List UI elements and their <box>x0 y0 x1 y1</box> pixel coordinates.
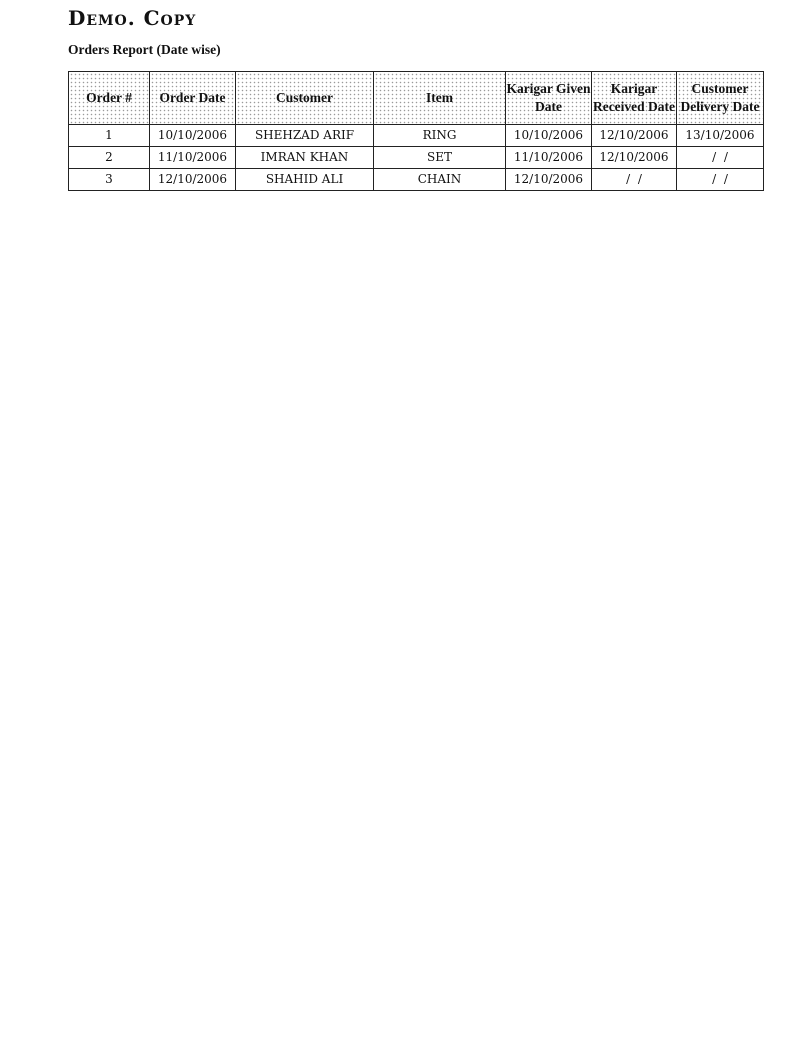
column-header-item: Item <box>374 72 506 125</box>
cell-item: SET <box>374 147 506 169</box>
table-header-row <box>69 72 764 125</box>
cell-karigar-received-date: / / <box>592 169 677 191</box>
report-title: Orders Report (Date wise) <box>68 42 221 57</box>
demo-copy-watermark: Demo. Copy <box>68 6 197 30</box>
cell-order-date: 10/10/2006 <box>150 125 236 147</box>
cell-karigar-given-date: 11/10/2006 <box>506 147 592 169</box>
table-row <box>69 169 764 191</box>
cell-karigar-given-date: 12/10/2006 <box>506 169 592 191</box>
cell-order-number: 3 <box>69 169 150 191</box>
column-header-order-number: Order # <box>69 72 150 125</box>
cell-order-date: 11/10/2006 <box>150 147 236 169</box>
cell-customer-delivery-date: / / <box>677 169 764 191</box>
cell-item: CHAIN <box>374 169 506 191</box>
column-header-order-date: Order Date <box>150 72 236 125</box>
cell-customer: IMRAN KHAN <box>236 147 374 169</box>
column-header-customer: Customer <box>236 72 374 125</box>
table-row <box>69 125 764 147</box>
cell-customer-delivery-date: / / <box>677 147 764 169</box>
orders-table <box>68 71 764 191</box>
cell-customer: SHAHID ALI <box>236 169 374 191</box>
cell-order-number: 1 <box>69 125 150 147</box>
cell-customer: SHEHZAD ARIF <box>236 125 374 147</box>
cell-karigar-received-date: 12/10/2006 <box>592 125 677 147</box>
cell-order-number: 2 <box>69 147 150 169</box>
column-header-karigar-received-date: Karigar Received Date <box>592 72 677 125</box>
cell-item: RING <box>374 125 506 147</box>
cell-customer-delivery-date: 13/10/2006 <box>677 125 764 147</box>
cell-order-date: 12/10/2006 <box>150 169 236 191</box>
column-header-customer-delivery-date: Customer Delivery Date <box>677 72 764 125</box>
cell-karigar-received-date: 12/10/2006 <box>592 147 677 169</box>
column-header-karigar-given-date: Karigar Given Date <box>506 72 592 125</box>
table-row <box>69 147 764 169</box>
cell-karigar-given-date: 10/10/2006 <box>506 125 592 147</box>
